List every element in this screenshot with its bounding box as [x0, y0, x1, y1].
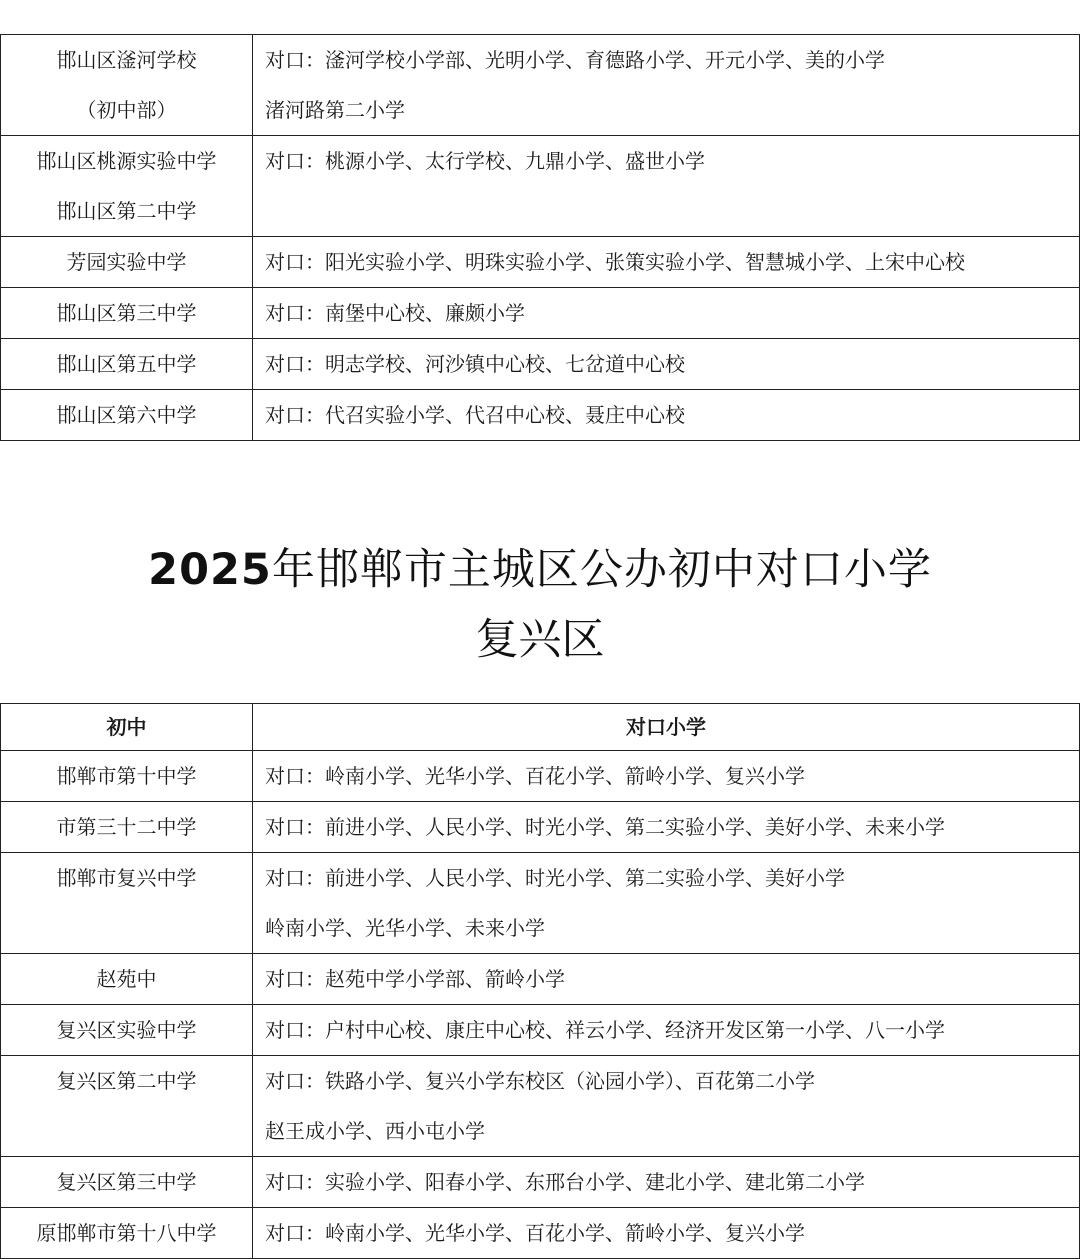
- school-name: 市第三十二中学: [56, 815, 197, 839]
- primary-schools-cell: [253, 237, 1080, 288]
- primary-schools-cell: [253, 339, 1080, 390]
- primary-schools-cell: [253, 954, 1080, 1005]
- junior-high-cell: [1, 288, 253, 339]
- primary-schools-text: 对口：户村中心校、康庄中心校、祥云小学、经济开发区第一小学、八一小学: [265, 1018, 945, 1042]
- title-year: 2025: [148, 545, 272, 595]
- school-name: 邯山区滏河学校: [56, 48, 197, 72]
- table-row: [1, 1056, 1080, 1157]
- primary-schools-text: 赵王成小学、西小屯小学: [265, 1119, 485, 1143]
- primary-schools-cell: [253, 390, 1080, 441]
- district-title: 复兴区: [475, 615, 605, 665]
- school-name: 邯山区第二中学: [56, 199, 197, 223]
- school-name: 复兴区实验中学: [56, 1018, 197, 1042]
- primary-schools-cell: [253, 1208, 1080, 1259]
- table-row: [1, 853, 1080, 954]
- table-row: [1, 136, 1080, 237]
- school-name: 邯山区第三中学: [56, 301, 197, 325]
- junior-high-cell: [1, 339, 253, 390]
- primary-schools-text: 渚河路第二小学: [265, 98, 405, 122]
- school-name: 芳园实验中学: [66, 250, 187, 274]
- primary-schools-cell: [253, 1005, 1080, 1056]
- junior-high-cell: [1, 751, 253, 802]
- primary-schools-text: 对口：代召实验小学、代召中心校、聂庄中心校: [265, 403, 685, 427]
- primary-schools-text: 对口：铁路小学、复兴小学东校区（沁园小学）、百花第二小学: [265, 1069, 815, 1093]
- primary-schools-cell: [253, 751, 1080, 802]
- junior-high-cell: [1, 390, 253, 441]
- primary-schools-cell: [253, 136, 1080, 237]
- junior-high-cell: [1, 853, 253, 954]
- junior-high-cell: [1, 1056, 253, 1157]
- junior-high-cell: [1, 954, 253, 1005]
- primary-schools-text: 对口：岭南小学、光华小学、百花小学、箭岭小学、复兴小学: [265, 1221, 805, 1245]
- primary-schools-text: 对口：阳光实验小学、明珠实验小学、张策实验小学、智慧城小学、上宋中心校: [265, 250, 965, 274]
- school-name: 邯山区第六中学: [56, 403, 197, 427]
- primary-schools-text: 对口：桃源小学、太行学校、九鼎小学、盛世小学: [265, 149, 705, 173]
- school-name: 复兴区第三中学: [56, 1170, 197, 1194]
- primary-schools-text: 对口：岭南小学、光华小学、百花小学、箭岭小学、复兴小学: [265, 764, 805, 788]
- table-row: [1, 288, 1080, 339]
- school-name: 邯山区桃源实验中学: [36, 149, 217, 173]
- primary-schools-cell: [253, 1157, 1080, 1208]
- junior-high-cell: [1, 35, 253, 136]
- primary-schools-cell: [253, 853, 1080, 954]
- primary-schools-text: 对口：前进小学、人民小学、时光小学、第二实验小学、美好小学、未来小学: [265, 815, 945, 839]
- primary-schools-text: 对口：赵苑中学小学部、箭岭小学: [265, 967, 565, 991]
- table-row: [1, 1208, 1080, 1259]
- junior-high-cell: [1, 136, 253, 237]
- primary-schools-text: 对口：实验小学、阳春小学、东邢台小学、建北小学、建北第二小学: [265, 1170, 865, 1194]
- junior-high-cell: [1, 1005, 253, 1056]
- junior-high-cell: [1, 802, 253, 853]
- table-row: [1, 390, 1080, 441]
- table-row: [1, 954, 1080, 1005]
- school-name: 邯郸市第十中学: [56, 764, 197, 788]
- schools-table-bottom: [0, 703, 1080, 1259]
- table-row: [1, 802, 1080, 853]
- school-name: 原邯郸市第十八中学: [36, 1221, 217, 1245]
- school-name: 赵苑中: [96, 967, 157, 991]
- table-row: [1, 35, 1080, 136]
- junior-high-cell: [1, 237, 253, 288]
- school-name: 复兴区第二中学: [56, 1069, 197, 1093]
- table-row: [1, 751, 1080, 802]
- table-header-row: [1, 704, 1080, 751]
- primary-schools-cell: [253, 1056, 1080, 1157]
- header-primary-schools: 对口小学: [253, 704, 1080, 751]
- table-row: [1, 339, 1080, 390]
- primary-schools-text: 对口：明志学校、河沙镇中心校、七岔道中心校: [265, 352, 685, 376]
- page-title: [0, 540, 1080, 600]
- primary-schools-cell: [253, 288, 1080, 339]
- primary-schools-cell: [253, 35, 1080, 136]
- table-row: [1, 237, 1080, 288]
- primary-schools-text: 对口：南堡中心校、廉颇小学: [265, 301, 525, 325]
- primary-schools-text: 对口：前进小学、人民小学、时光小学、第二实验小学、美好小学: [265, 866, 845, 890]
- school-name: 邯山区第五中学: [56, 352, 197, 376]
- primary-schools-cell: [253, 802, 1080, 853]
- schools-table-top: [0, 34, 1080, 441]
- title-main: 年邯郸市主城区公办初中对口小学: [271, 545, 932, 595]
- primary-schools-text: 对口：滏河学校小学部、光明小学、育德路小学、开元小学、美的小学: [265, 48, 885, 72]
- school-name: （初中部）: [76, 98, 177, 122]
- school-name: 邯郸市复兴中学: [56, 866, 197, 890]
- table-row: [1, 1005, 1080, 1056]
- junior-high-cell: [1, 1208, 253, 1259]
- primary-schools-text: 岭南小学、光华小学、未来小学: [265, 916, 545, 940]
- header-junior-high: 初中: [1, 704, 253, 751]
- junior-high-cell: [1, 1157, 253, 1208]
- table-row: [1, 1157, 1080, 1208]
